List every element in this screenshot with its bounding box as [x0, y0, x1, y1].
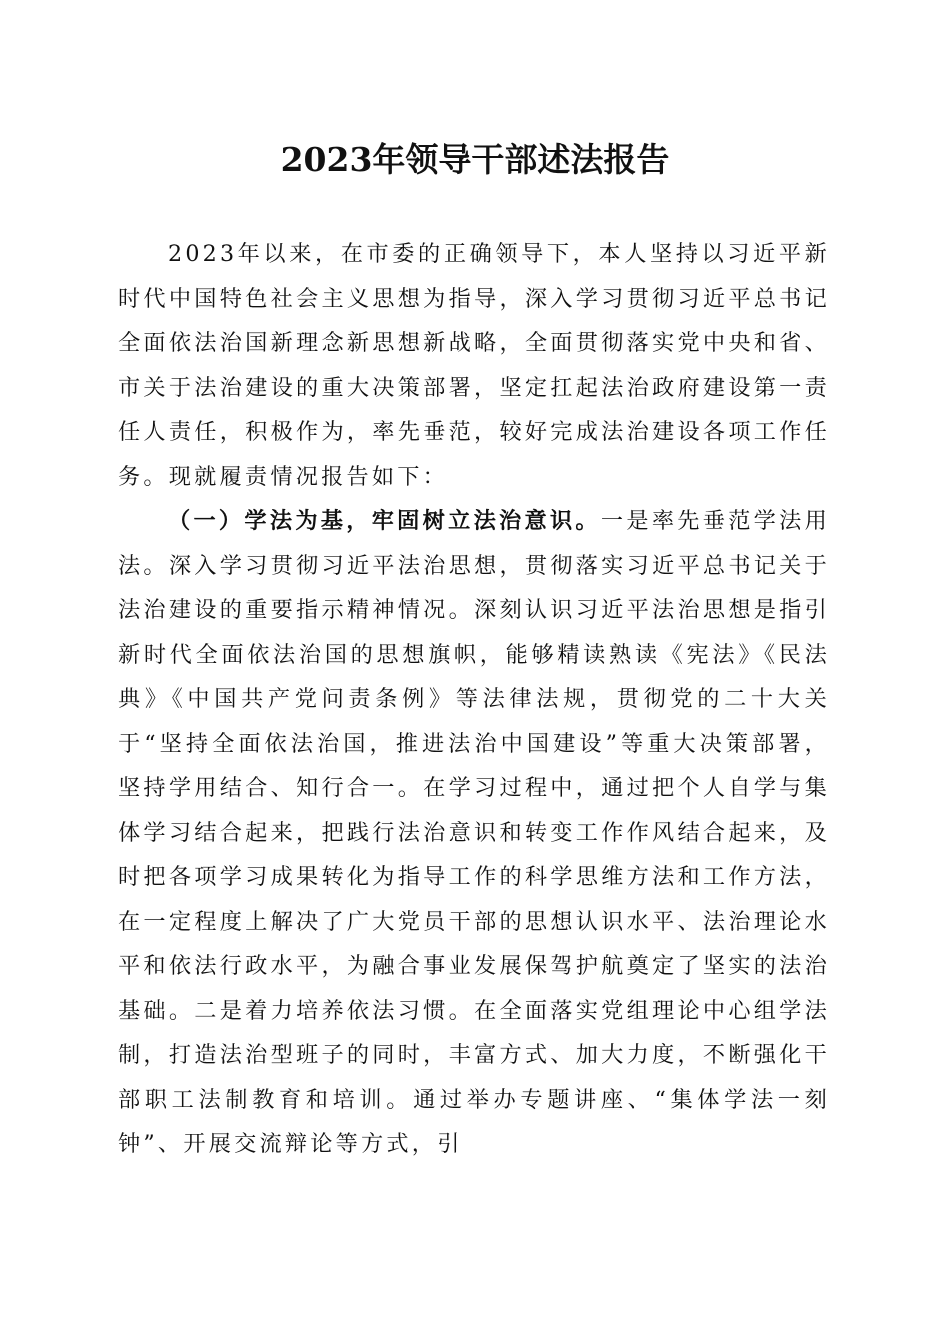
document-body [118, 232, 830, 1167]
paragraph-text: 2023年以来，在市委的正确领导下，本人坚持以习近平新时代中国特色社会主义思想为指导，深入学习贯彻习近平总书记全面依法治国新理念新思想新战略，全面贯彻落实党中央和省、市关于法治建设的重大决策部署，坚定扛起法治政府建设第一责任人责任，积极作为，率先垂范，较好完成法治建设各项工作任务。现就履责情况报告如下： [118, 241, 830, 490]
intro-paragraph [118, 232, 830, 499]
section-heading: （一）学法为基，牢固树立法治意识。 [168, 508, 601, 534]
document-title: 2023年领导干部述法报告 [280, 140, 670, 179]
paragraph-text: 一是率先垂范学法用法。深入学习贯彻习近平法治思想，贯彻落实习近平总书记关于法治建设的重要指示精神情况。深刻认识习近平法治思想是指引新时代全面依法治国的思想旗帜，能够精读熟读《宪法》《民法典》《中国共产党问责条例》等法律法规，贯彻党的二十大关于“坚持全面依法治国，推进法治中国建设”等重大决策部署，坚持学用结合、知行合一。在学习过程中，通过把个人自学与集体学习结合起来，把践行法治意识和转变工作作风结合起来，及时把各项学习成果转化为指导工作的科学思维方法和工作方法，在一定程度上解决了广大党员干部的思想认识水平、法治理论水平和依法行政水平，为融合事业发展保驾护航奠定了坚实的法治基础。二是着力培养依法习惯。在全面落实党组理论中心组学法制，打造法治型班子的同时，丰富方式、加大力度，不断强化干部职工法制教育和培训。通过举办专题讲座、“集体学法一刻钟”、开展交流辩论等方式，引 [118, 508, 830, 1157]
section-one-paragraph [118, 499, 830, 1167]
